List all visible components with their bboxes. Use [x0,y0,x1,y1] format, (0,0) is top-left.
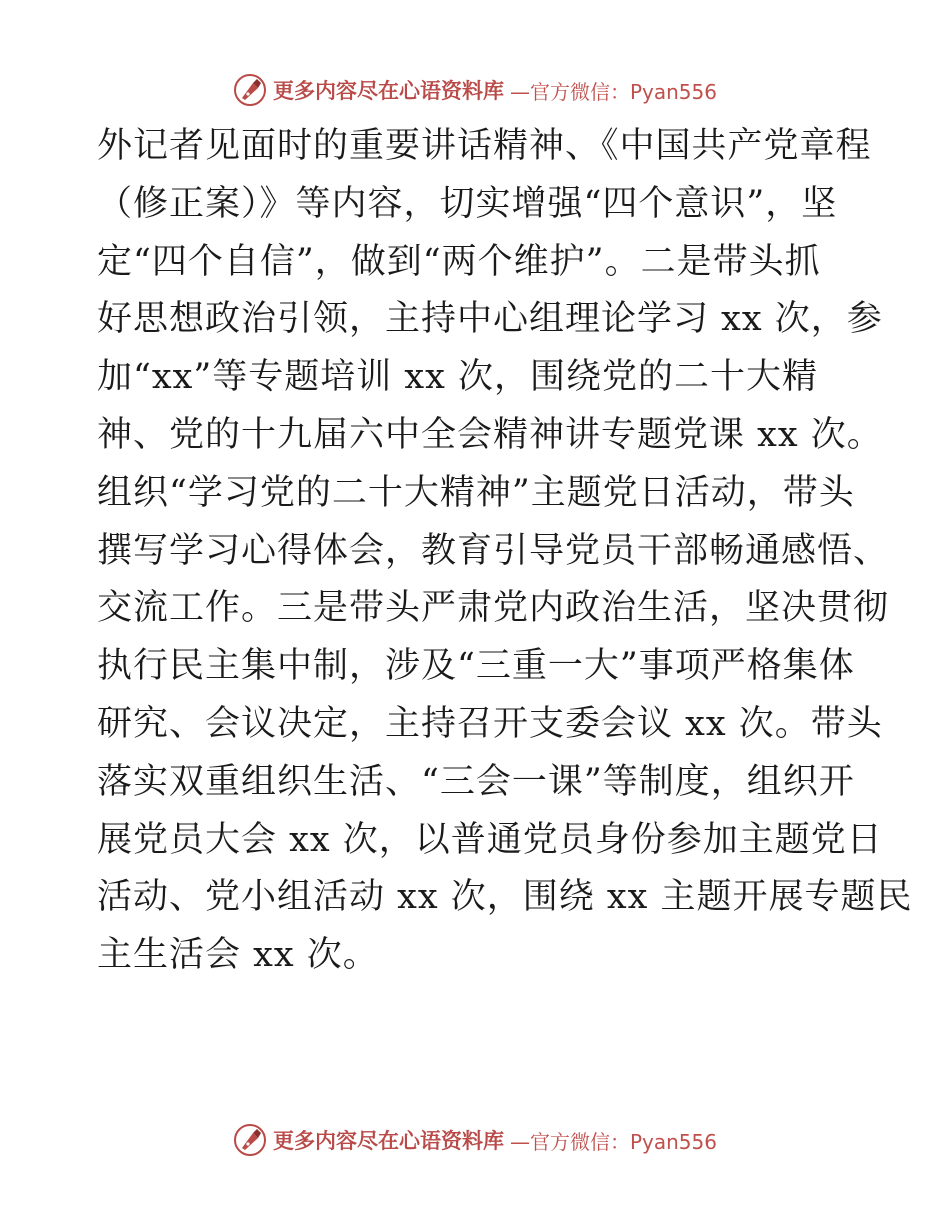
body-line: 好思想政治引领，主持中心组理论学习 xx 次，参 [97,299,883,340]
body-line: 落实双重组织生活、“三会一课”等制度，组织开 [97,761,855,802]
banner-title: 更多内容尽在心语资料库 [272,78,504,103]
body-line: 展党员大会 xx 次，以普通党员身份参加主题党日 [97,819,883,860]
header-banner [0,70,950,110]
body-line: 研究、会议决定，主持召开支委会议 xx 次。带头 [97,703,883,744]
pen-nib-logo-icon [233,73,267,107]
footer-banner-wechat: —官方微信：Pyan556 [509,1129,717,1154]
body-line: 定“四个自信”，做到“两个维护”。二是带头抓 [97,241,821,282]
footer-banner-title: 更多内容尽在心语资料库 [272,1128,504,1153]
body-line: 组织“学习党的二十大精神”主题党日活动，带头 [97,472,855,513]
body-line: 执行民主集中制，涉及“三重一大”事项严格集体 [97,646,855,687]
body-line: 撰写学习心得体会，教育引导党员干部畅通感悟、 [97,530,890,571]
banner-wechat: —官方微信：Pyan556 [509,79,717,104]
document-body [97,118,913,985]
body-line: 活动、党小组活动 xx 次，围绕 xx 主题开展专题民 [97,877,913,918]
body-line: （修正案）》等内容，切实增强“四个意识”，坚 [97,183,838,224]
body-line: 交流工作。三是带头严肃党内政治生活，坚决贯彻 [97,588,890,629]
body-line: 主生活会 xx 次。 [97,935,379,976]
pen-nib-logo-icon [233,1123,267,1157]
footer-banner [0,1120,950,1160]
body-line: 外记者见面时的重要讲话精神、《中国共产党章程 [97,126,872,166]
body-line: 神、党的十九届六中全会精神讲专题党课 xx 次。 [97,414,883,455]
body-line: 加“xx”等专题培训 xx 次，围绕党的二十大精 [97,357,818,398]
